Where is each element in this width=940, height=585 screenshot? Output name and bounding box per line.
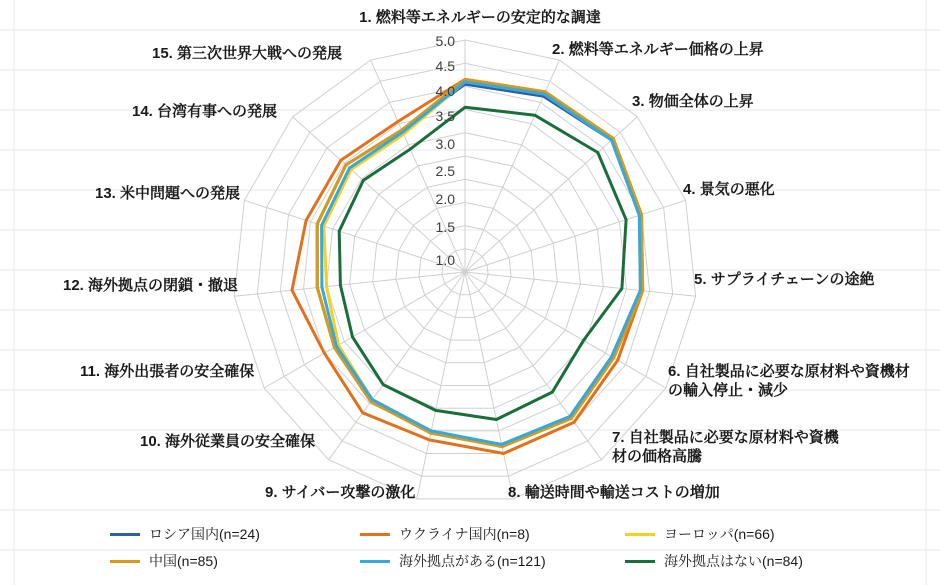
- axis-label-number: 1.: [359, 9, 376, 26]
- legend-item[interactable]: [110, 524, 360, 544]
- axis-label-text: 物価全体の上昇: [648, 93, 754, 110]
- axis-label-number: 7.: [612, 429, 629, 446]
- tick-label-1-5: 1.5: [435, 219, 455, 235]
- axis-label-8: [508, 483, 720, 502]
- legend-swatch-icon: [110, 560, 140, 563]
- axis-label-number: 4.: [683, 181, 700, 198]
- legend-item[interactable]: [110, 551, 360, 571]
- legend-label: 海外拠点がある(n=121): [399, 553, 546, 569]
- axis-label-number: 6.: [668, 363, 685, 380]
- axis-label-number: 8.: [508, 484, 525, 501]
- axis-label-number: 12.: [63, 277, 89, 294]
- tick-label-3-5: 3.5: [435, 108, 455, 124]
- axis-label-9: [265, 483, 415, 502]
- axis-label-number: 13.: [95, 185, 121, 202]
- legend-swatch-icon: [360, 560, 390, 563]
- axis-label-number: 15.: [152, 45, 178, 62]
- axis-label-number: 11.: [80, 363, 105, 380]
- axis-label-12: [63, 276, 238, 295]
- axis-label-5: [694, 270, 875, 289]
- legend-item[interactable]: [360, 551, 625, 571]
- tick-label-2-5: 2.5: [435, 163, 455, 179]
- axis-label-3: [632, 92, 754, 111]
- legend-item[interactable]: [625, 524, 870, 544]
- axis-label-15: [152, 44, 342, 63]
- axis-label-number: 2.: [552, 41, 569, 58]
- legend-item[interactable]: [360, 524, 625, 544]
- axis-label-text: 米中問題への発展: [120, 185, 241, 202]
- legend-label: 中国(n=85): [149, 553, 218, 569]
- axis-label-14: [132, 102, 277, 121]
- legend-label: ロシア国内(n=24): [149, 526, 260, 542]
- series-line-6: [339, 107, 626, 419]
- axis-label-text: 景気の悪化: [699, 181, 775, 198]
- axis-label-text: サプライチェーンの途絶: [710, 271, 875, 288]
- axis-label-number: 9.: [265, 484, 282, 501]
- axis-label-text: 海外出張者の安全確保: [104, 363, 255, 380]
- legend-swatch-icon: [360, 533, 390, 536]
- axis-label-number: 3.: [632, 93, 649, 110]
- axis-label-number: 10.: [140, 433, 166, 450]
- tick-label-4-0: 4.0: [435, 83, 455, 99]
- axis-label-2: [552, 40, 764, 59]
- tick-label-5-0: 5.0: [435, 33, 455, 49]
- legend-swatch-icon: [110, 533, 140, 536]
- axis-label-1: [330, 8, 630, 27]
- tick-label-3-0: 3.0: [435, 136, 455, 152]
- legend: [110, 524, 870, 571]
- legend-swatch-icon: [625, 533, 655, 536]
- axis-label-text: 自社製品に必要な原材料や資機材の輸入停止・減少: [668, 363, 910, 400]
- legend-label: 海外拠点はない(n=84): [664, 553, 803, 569]
- tick-label-1-0: 1.0: [435, 252, 455, 268]
- axis-label-text: 台湾有事への発展: [157, 103, 278, 120]
- axis-label-text: 燃料等エネルギー価格の上昇: [568, 41, 764, 58]
- axis-label-7: [612, 428, 852, 466]
- legend-item[interactable]: [625, 551, 870, 571]
- axis-label-10: [140, 432, 315, 451]
- tick-label-4-5: 4.5: [435, 58, 455, 74]
- axis-label-11: [80, 362, 254, 381]
- legend-label: ウクライナ国内(n=8): [399, 526, 530, 542]
- axis-label-number: 5.: [694, 271, 711, 288]
- legend-label: ヨーロッパ(n=66): [664, 526, 775, 542]
- axis-label-text: 海外従業員の安全確保: [165, 433, 316, 450]
- axis-label-text: 自社製品に必要な原材料や資機材の価格高騰: [612, 429, 839, 466]
- axis-label-text: 第三次世界大戦への発展: [177, 45, 343, 62]
- axis-label-text: 燃料等エネルギーの安定的な調達: [375, 9, 601, 26]
- axis-label-number: 14.: [132, 103, 158, 120]
- axis-label-text: 輸送時間や輸送コストの増加: [524, 484, 720, 501]
- tick-label-2-0: 2.0: [435, 191, 455, 207]
- legend-swatch-icon: [625, 560, 655, 563]
- axis-label-4: [683, 180, 775, 199]
- axis-label-6: [668, 362, 918, 400]
- axis-label-text: 海外拠点の閉鎖・撤退: [88, 277, 239, 294]
- axis-label-13: [95, 184, 240, 203]
- axis-label-text: サイバー攻撃の激化: [281, 484, 416, 501]
